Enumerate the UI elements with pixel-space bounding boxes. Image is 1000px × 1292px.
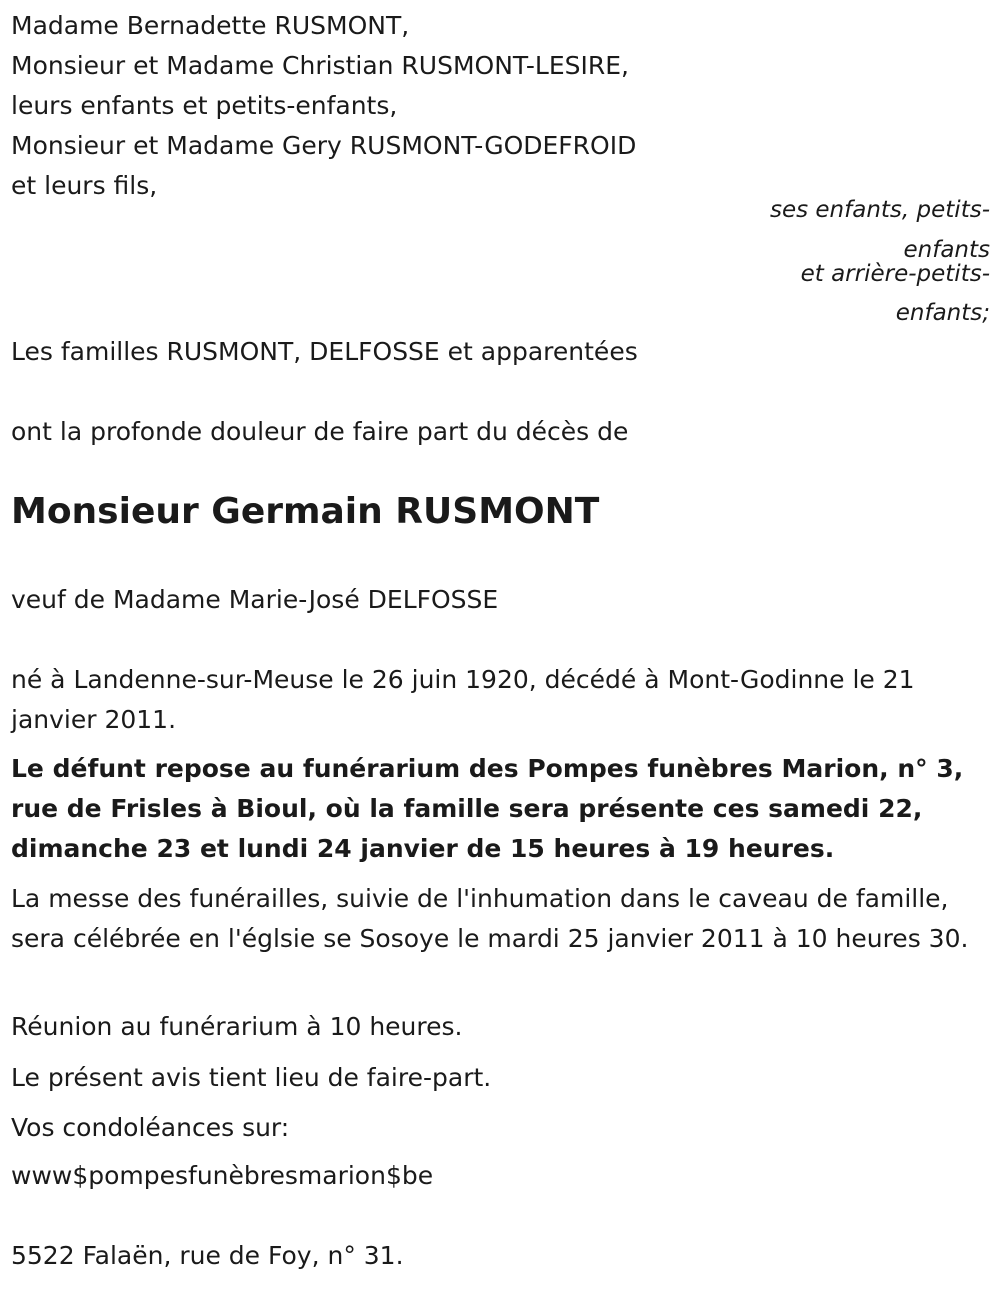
deceased-name: Monsieur Germain RUSMONT — [11, 491, 600, 532]
condolences-label: Vos condoléances sur: — [11, 1113, 290, 1142]
announcement-text: ont la profonde douleur de faire part du décès de — [11, 417, 629, 446]
other-families: Les familles RUSMONT, DELFOSSE et apparentées — [11, 337, 638, 366]
family-line-3: leurs enfants et petits-enfants, — [11, 91, 398, 120]
descendants-note-line-3: et arrière-petits- — [800, 261, 990, 287]
descendants-note-line-1: ses enfants, petits- — [769, 197, 990, 223]
meeting-time: Réunion au funérarium à 10 heures. — [11, 1012, 463, 1041]
family-line-1: Madame Bernadette RUSMONT, — [11, 11, 410, 40]
birth-death-details: né à Landenne-sur-Meuse le 26 juin 1920, décédé à Mont-Godinne le 21 janvier 2011. — [11, 665, 915, 734]
funeral-mass-details: La messe des funérailles, suivie de l'inhumation dans le caveau de famille, sera célébrée en l'églsie se Sosoye le mardi 25 janvier 2011 à 10 heures 30. — [11, 884, 969, 953]
family-address: 5522 Falaën, rue de Foy, n° 31. — [11, 1241, 404, 1270]
descendants-note-line-2: enfants — [903, 237, 990, 263]
descendants-note-line-4: enfants; — [895, 300, 990, 326]
family-line-5: et leurs fils, — [11, 171, 158, 200]
condolences-website: www$pompesfunèbresmarion$be — [11, 1161, 434, 1190]
widower-of: veuf de Madame Marie-José DELFOSSE — [11, 585, 499, 614]
family-line-2: Monsieur et Madame Christian RUSMONT-LESIRE, — [11, 51, 629, 80]
family-line-4: Monsieur et Madame Gery RUSMONT-GODEFROID — [11, 131, 637, 160]
repose-details: Le défunt repose au funérarium des Pompes funèbres Marion, n° 3, rue de Frisles à Bioul, où la famille sera présente ces samedi 22, dimanche 23 et lundi 24 janvier de 15 heures à 19 heures. — [11, 754, 964, 863]
notice-text: Le présent avis tient lieu de faire-part. — [11, 1063, 492, 1092]
